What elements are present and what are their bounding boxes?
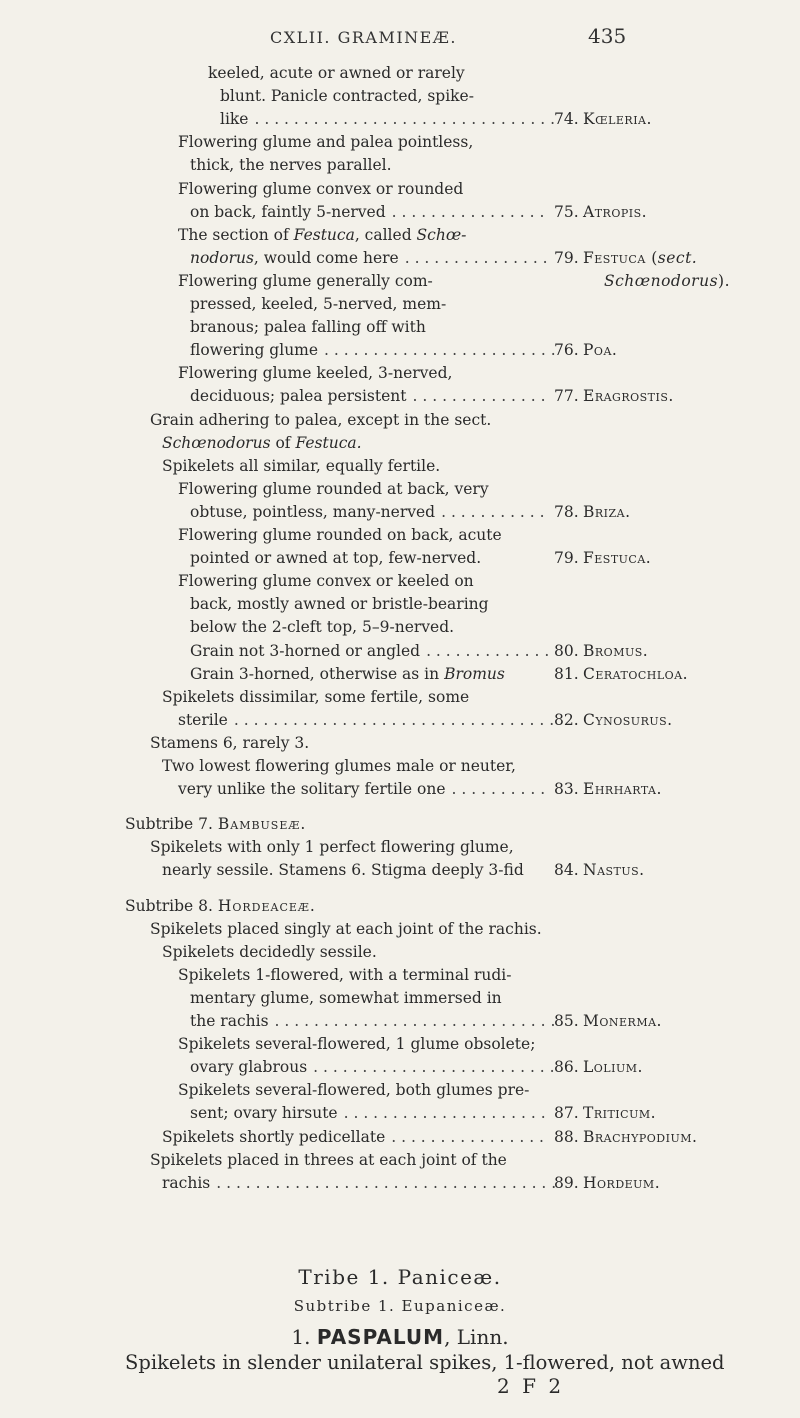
genus-number: 77. <box>554 387 579 406</box>
key-line-text: the rachis <box>190 1012 269 1030</box>
key-line-text: Spikelets dissimilar, some fertile, some <box>162 687 470 706</box>
subtribe-heading <box>0 1297 800 1315</box>
genus-name: Ehrharta. <box>583 780 662 799</box>
key-line-text: Spikelets 1-flowered, with a terminal rudi- <box>178 965 512 984</box>
key-line-text: Spikelets placed singly at each joint of the rachis. <box>150 919 542 938</box>
key-line-text: mentary glume, somewhat immersed in <box>190 988 502 1007</box>
dot-leader: . . . . . . . . . . . . . . . . . . . . . . . . . . . . . . . . . . . <box>216 1173 557 1192</box>
dot-leader: . . . . . . . . . . . . . . . . . . . . . . . . <box>324 341 556 360</box>
key-line-text: Subtribe 7. Bambuseæ. <box>125 815 307 834</box>
key-line-text: obtuse, pointless, many-nerved <box>190 502 436 521</box>
dot-leader: . . . . . . . . . . . . . . . . . . . . . . . . . <box>313 1058 555 1077</box>
genus-number: 88. <box>554 1127 579 1146</box>
genus-name: Poa. <box>583 341 618 360</box>
key-line-text: flowering glume <box>190 341 319 360</box>
key-line-text: Grain 3-horned, otherwise as in Bromus <box>190 664 505 683</box>
genus-name: PASPALUM <box>316 1325 445 1349</box>
genus-number: 85. <box>554 1012 579 1030</box>
key-line-text: Spikelets with only 1 perfect flowering glume, <box>150 838 514 857</box>
genus-name: Nastus. <box>583 861 645 880</box>
genus-name: Festuca (sect. <box>583 248 698 267</box>
genus-number: 87. <box>554 1104 579 1123</box>
key-line-text: Spikelets several-flowered, both glumes pre- <box>178 1081 530 1100</box>
key-line-text: Flowering glume keeled, 3-nerved, <box>178 364 453 383</box>
key-line-text: Subtribe 8. Hordeaceæ. <box>125 896 316 915</box>
dot-leader: . . . . . . . . . . . . . . . . . . . . . . . . . . . . . <box>274 1012 556 1030</box>
genus-name: Festuca. <box>583 549 652 568</box>
dot-leader: . . . . . . . . . . . <box>441 502 545 521</box>
genus-name: Kœleria. <box>583 110 652 129</box>
genus-number: 79. <box>554 549 579 568</box>
key-line-text: Two lowest flowering glumes male or neuter, <box>162 757 516 775</box>
dot-leader: . . . . . . . . . . . . . . <box>412 387 546 406</box>
running-title: CXLII. GRAMINEÆ. <box>270 28 457 47</box>
genus-name: Lolium. <box>583 1058 643 1077</box>
genus-authority: , Linn. <box>444 1325 509 1349</box>
key-line-text: on back, faintly 5-nerved <box>190 202 386 221</box>
dot-leader: . . . . . . . . . . <box>451 780 546 799</box>
key-line-text: Schœnodorus of Festuca. <box>162 433 362 452</box>
genus-name: Cynosurus. <box>583 710 673 729</box>
key-line-text: thick, the nerves parallel. <box>190 156 392 175</box>
key-line-text: keeled, acute or awned or rarely <box>208 64 465 82</box>
genus-name: Brachypodium. <box>583 1127 698 1146</box>
key-line-text: Grain adhering to palea, except in the sect. <box>150 410 492 429</box>
dot-leader: . . . . . . . . . . . . . . . <box>404 248 548 267</box>
genus-name: Atropis. <box>583 202 648 221</box>
key-line-text: Spikelets decidedly sessile. <box>162 942 377 961</box>
genus-number: 78. <box>554 502 579 521</box>
subtribe-heading-text: Subtribe 1. Eupaniceæ. <box>293 1297 507 1315</box>
key-line-text: back, mostly awned or bristle-bearing <box>190 595 489 614</box>
page-number: 435 <box>588 24 627 48</box>
genus-number: 1. <box>291 1325 311 1349</box>
key-line-text: rachis <box>162 1173 211 1192</box>
key-line-text: Flowering glume rounded at back, very <box>178 479 489 498</box>
dot-leader: . . . . . . . . . . . . . . . . . . . . . . . . . . . . . . . <box>254 110 556 129</box>
key-line-text: Flowering glume convex or keeled on <box>178 572 474 591</box>
key-line-text: Flowering glume convex or rounded <box>178 179 464 198</box>
key-line-text: Spikelets placed in threes at each joint of the <box>150 1150 507 1169</box>
genus-number: 79. <box>554 248 579 267</box>
genus-heading <box>0 1325 800 1349</box>
key-line-text: Spikelets shortly pedicellate <box>162 1127 386 1146</box>
dot-leader: . . . . . . . . . . . . . . . . . . . . . <box>343 1104 546 1123</box>
genus-number: 74. <box>554 110 579 129</box>
genus-number: 82. <box>554 710 579 729</box>
dot-leader: . . . . . . . . . . . . . . . . <box>391 202 545 221</box>
genus-name: Bromus. <box>583 641 649 660</box>
key-line-text: nodorus, would come here <box>190 248 399 267</box>
key-line-text: nearly sessile. Stamens 6. Stigma deeply 3-fid <box>162 861 524 880</box>
key-line-text: Spikelets several-flowered, 1 glume obsolete; <box>178 1035 536 1054</box>
key-line-text: deciduous; palea persistent <box>190 387 407 406</box>
genus-name: Schœnodorus). <box>604 271 731 290</box>
genus-name: Ceratochloa. <box>583 664 689 683</box>
key-line-text: Spikelets all similar, equally fertile. <box>162 456 441 475</box>
genus-number: 76. <box>554 341 579 360</box>
genus-description: Spikelets in slender unilateral spikes, 1-flowered, not awned <box>125 1351 725 1374</box>
genus-name: Monerma. <box>583 1012 662 1030</box>
page-header <box>0 24 800 56</box>
key-line-text: Flowering glume and palea pointless, <box>178 133 474 152</box>
signature-mark: 2 F 2 <box>497 1374 565 1398</box>
dot-leader: . . . . . . . . . . . . . . . . . . . . . . . . . . . . . . . . . <box>233 710 555 729</box>
key-line-text: blunt. Panicle contracted, spike- <box>220 87 474 106</box>
genus-number: 75. <box>554 202 579 221</box>
key-line-text: Flowering glume generally com- <box>178 271 433 290</box>
genus-name: Briza. <box>583 502 631 521</box>
key-line-text: sterile <box>178 710 228 729</box>
key-line-text: branous; palea falling off with <box>190 318 426 337</box>
key-line-text: very unlike the solitary fertile one <box>178 780 446 799</box>
genus-name: Hordeum. <box>583 1173 661 1192</box>
key-line-text: below the 2-cleft top, 5–9-nerved. <box>190 618 455 637</box>
key-line-text: ovary glabrous <box>190 1058 308 1077</box>
key-line-text: The section of Festuca, called Schœ- <box>178 225 467 244</box>
genus-number: 84. <box>554 861 579 880</box>
dot-leader: . . . . . . . . . . . . . <box>426 641 550 660</box>
key-line-text: pressed, keeled, 5-nerved, mem- <box>190 295 447 313</box>
key-line-text: like <box>220 110 249 129</box>
key-line-text: Stamens 6, rarely 3. <box>150 733 310 752</box>
genus-number: 81. <box>554 664 579 683</box>
key-line-text: Flowering glume rounded on back, acute <box>178 526 502 544</box>
tribe-heading <box>0 1265 800 1289</box>
dot-leader: . . . . . . . . . . . . . . . . <box>391 1127 544 1146</box>
genus-number: 80. <box>554 641 579 660</box>
tribe-heading-text: Tribe 1. Paniceæ. <box>298 1265 502 1289</box>
genus-number: 86. <box>554 1058 579 1077</box>
key-line-text: pointed or awned at top, few-nerved. <box>190 549 482 568</box>
genus-name: Eragrostis. <box>583 387 674 406</box>
key-line-text: sent; ovary hirsute <box>190 1104 338 1123</box>
genus-number: 83. <box>554 780 579 799</box>
genus-name: Triticum. <box>583 1104 657 1123</box>
key-line-text: Grain not 3-horned or angled <box>190 641 421 660</box>
genus-number: 89. <box>554 1173 579 1192</box>
